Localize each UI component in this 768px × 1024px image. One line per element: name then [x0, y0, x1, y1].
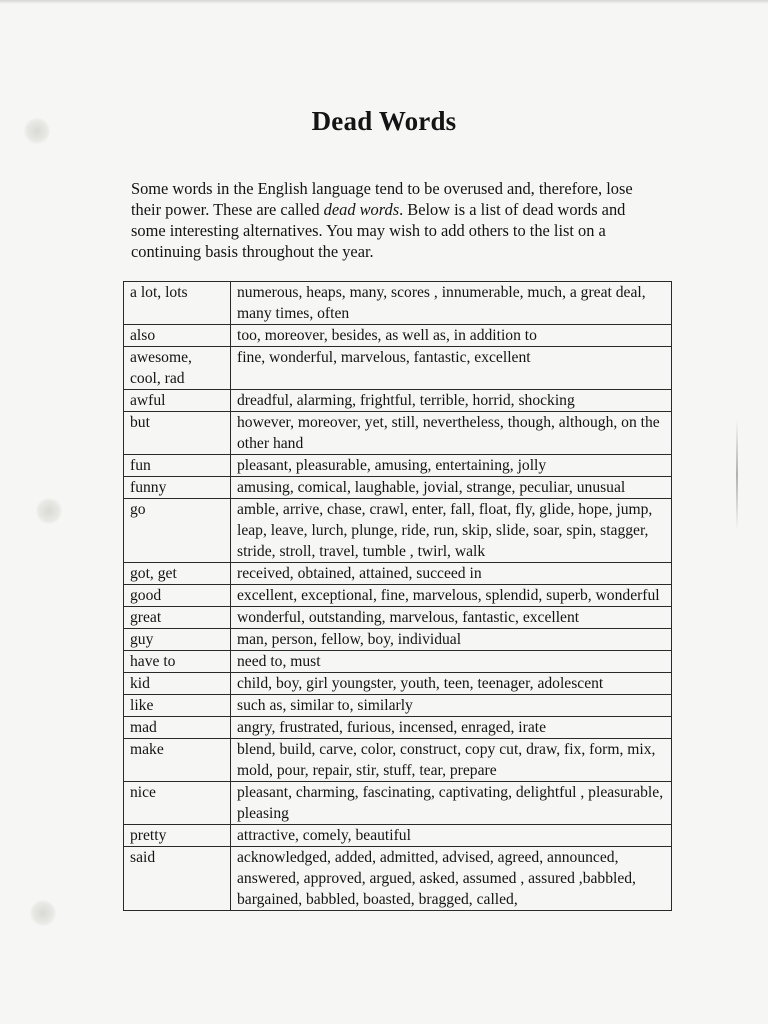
dead-word-cell: have to [124, 651, 231, 673]
table-row [124, 412, 672, 455]
alternatives-cell: such as, similar to, similarly [231, 695, 672, 717]
table-row [124, 325, 672, 347]
alternatives-cell: angry, frustrated, furious, incensed, enraged, irate [231, 717, 672, 739]
margin-pencil-mark [736, 420, 738, 530]
table-row [124, 847, 672, 911]
alternatives-cell: amble, arrive, chase, crawl, enter, fall, float, fly, glide, hope, jump, leap, leave, lurch, plunge, ride, run, skip, slide, soar, spin, stagger, stride, stroll, travel, tumble , twirl, walk [231, 499, 672, 563]
table-row [124, 629, 672, 651]
table-row [124, 651, 672, 673]
table-row [124, 717, 672, 739]
dead-words-table [123, 281, 672, 911]
dead-word-cell: nice [124, 782, 231, 825]
alternatives-cell: received, obtained, attained, succeed in [231, 563, 672, 585]
intro-text-start: Some words in the English language tend to be overused and, therefore, lose their power. These are called [131, 179, 633, 219]
dead-word-cell: got, get [124, 563, 231, 585]
dead-word-cell: great [124, 607, 231, 629]
alternatives-cell: man, person, fellow, boy, individual [231, 629, 672, 651]
binder-hole-bottom [30, 900, 56, 926]
dead-word-cell: mad [124, 717, 231, 739]
table-row [124, 673, 672, 695]
dead-word-cell: guy [124, 629, 231, 651]
alternatives-cell: fine, wonderful, marvelous, fantastic, excellent [231, 347, 672, 390]
scan-edge-shadow [0, 0, 768, 4]
dead-words-table-body [124, 282, 672, 911]
table-row [124, 390, 672, 412]
binder-hole-middle [36, 498, 62, 524]
dead-word-cell: make [124, 739, 231, 782]
intro-paragraph [131, 178, 651, 262]
table-row [124, 563, 672, 585]
table-row [124, 347, 672, 390]
dead-word-cell: fun [124, 455, 231, 477]
table-row [124, 607, 672, 629]
dead-word-cell: awesome, cool, rad [124, 347, 231, 390]
table-row [124, 282, 672, 325]
dead-word-cell: but [124, 412, 231, 455]
alternatives-cell: attractive, comely, beautiful [231, 825, 672, 847]
table-row [124, 499, 672, 563]
alternatives-cell: wonderful, outstanding, marvelous, fantastic, excellent [231, 607, 672, 629]
alternatives-cell: pleasant, charming, fascinating, captivating, delightful , pleasurable, pleasing [231, 782, 672, 825]
dead-word-cell: good [124, 585, 231, 607]
alternatives-cell: too, moreover, besides, as well as, in addition to [231, 325, 672, 347]
table-row [124, 739, 672, 782]
dead-word-cell: like [124, 695, 231, 717]
dead-word-cell: awful [124, 390, 231, 412]
dead-word-cell: also [124, 325, 231, 347]
alternatives-cell: dreadful, alarming, frightful, terrible, horrid, shocking [231, 390, 672, 412]
dead-word-cell: said [124, 847, 231, 911]
table-row [124, 585, 672, 607]
page-title: Dead Words [311, 106, 457, 136]
alternatives-cell: however, moreover, yet, still, nevertheless, though, although, on the other hand [231, 412, 672, 455]
alternatives-cell: amusing, comical, laughable, jovial, strange, peculiar, unusual [231, 477, 672, 499]
dead-word-cell: a lot, lots [124, 282, 231, 325]
table-row [124, 455, 672, 477]
alternatives-cell: need to, must [231, 651, 672, 673]
dead-word-cell: pretty [124, 825, 231, 847]
alternatives-cell: child, boy, girl youngster, youth, teen, teenager, adolescent [231, 673, 672, 695]
alternatives-cell: blend, build, carve, color, construct, copy cut, draw, fix, form, mix, mold, pour, repair, stir, stuff, tear, prepare [231, 739, 672, 782]
table-row [124, 782, 672, 825]
table-row [124, 695, 672, 717]
dead-word-cell: kid [124, 673, 231, 695]
alternatives-cell: numerous, heaps, many, scores , innumerable, much, a great deal, many times, often [231, 282, 672, 325]
intro-text-end: . Below is a list of dead words and some interesting alternatives. You may wish to add others to the list on a continuing basis throughout the year. [131, 200, 626, 261]
table-row [124, 825, 672, 847]
alternatives-cell: acknowledged, added, admitted, advised, agreed, announced, answered, approved, argued, asked, assumed , assured ,babbled, bargained, babbled, boasted, bragged, called, [231, 847, 672, 911]
dead-word-cell: go [124, 499, 231, 563]
table-row [124, 477, 672, 499]
alternatives-cell: pleasant, pleasurable, amusing, entertaining, jolly [231, 455, 672, 477]
intro-emphasis: dead words [323, 200, 400, 219]
dead-word-cell: funny [124, 477, 231, 499]
alternatives-cell: excellent, exceptional, fine, marvelous, splendid, superb, wonderful [231, 585, 672, 607]
